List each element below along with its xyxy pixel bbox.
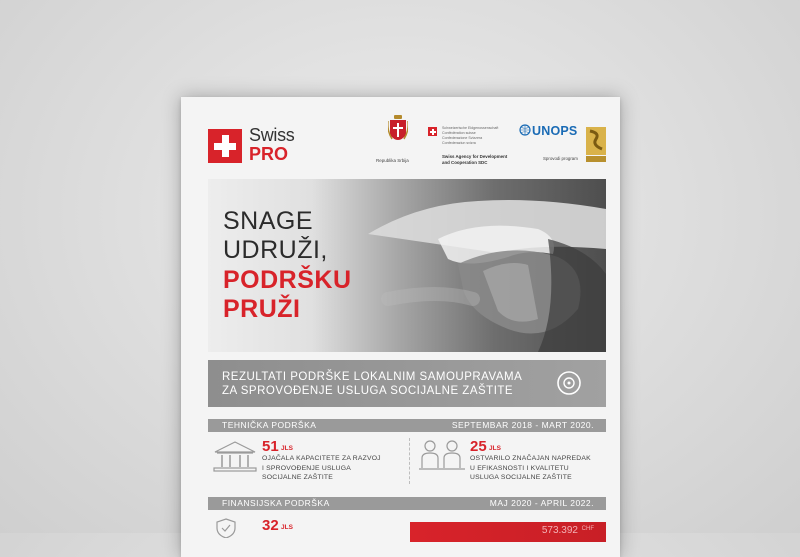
financial-amount-bar	[410, 522, 606, 542]
slogan-line-4: PRUŽI	[223, 295, 301, 323]
results-title	[222, 370, 522, 398]
results-line-1: REZULTATI PODRŠKE LOKALNIM SAMOUPRAVAMA	[222, 371, 523, 383]
stat-unit: JLS	[489, 445, 501, 452]
sdc-line: Confederazione Svizzera	[442, 136, 483, 140]
stat-unit: JLS	[281, 524, 293, 531]
stat-desc-line: OJAČALA KAPACITETE ZA RAZVOJ	[262, 455, 381, 462]
section-date: SEPTEMBAR 2018 - MART 2020.	[451, 420, 594, 430]
financial-amount-unit: CHF	[581, 526, 594, 532]
slogan-line-3: PODRŠKU	[223, 266, 352, 294]
section-title: TEHNIČKA PODRŠKA	[222, 420, 317, 430]
brand-swiss-text: Swiss	[249, 125, 295, 145]
serbia-coat-of-arms-icon	[388, 115, 408, 149]
results-line-2: ZA SPROVOĐENJE USLUGA SOCIJALNE ZAŠTITE	[222, 385, 514, 397]
sdc-name-line1: Swiss Agency for Development	[442, 154, 508, 159]
people-icon	[417, 438, 467, 474]
slogan-line-2: UDRUŽI,	[223, 236, 328, 264]
stat-desc-line: U EFIKASNOSTI I KVALITETU	[470, 464, 569, 472]
sdc-name-line2: and Cooperation SDC	[442, 159, 488, 165]
section-financial-support	[208, 497, 606, 510]
stat-desc-line: OSTVARILO ZNAČAJAN NAPREDAK	[470, 455, 591, 462]
shield-icon	[215, 518, 237, 538]
section-technical-support	[208, 419, 606, 432]
target-disc-icon	[556, 370, 582, 396]
section-title: FINANSIJSKA PODRŠKA	[222, 498, 330, 508]
swiss-cross-logo-icon	[208, 129, 242, 163]
stat-number: 51	[262, 438, 279, 455]
results-banner	[208, 360, 606, 407]
slogan-line-1: SNAGE	[223, 207, 314, 235]
skgo-logo-icon	[586, 127, 606, 163]
stat-description	[262, 454, 381, 483]
stat-description	[470, 454, 591, 483]
section-date: MAJ 2020 - APRIL 2022.	[489, 498, 594, 508]
building-icon	[211, 440, 259, 474]
stat-desc-line: USLUGA SOCIJALNE ZAŠTITE	[470, 474, 572, 482]
sdc-language-lines	[442, 126, 498, 146]
stat-desc-line: SOCIJALNE ZAŠTITE	[262, 474, 334, 482]
unops-logo-text: UNOPS	[532, 124, 578, 138]
stat-divider	[409, 438, 410, 484]
hero-image	[208, 179, 606, 352]
implementer-caption: Sprovodi program	[543, 156, 578, 161]
sdc-line: Schweizerische Eidgenossenschaft	[442, 126, 499, 130]
stat-desc-line: I SPROVOĐENJE USLUGA	[262, 464, 351, 472]
brochure-page	[181, 97, 620, 557]
sdc-name	[442, 154, 507, 165]
sdc-line: Confederaziun svizra	[442, 141, 476, 145]
brand-pro-text: PRO	[249, 144, 289, 164]
financial-amount-value: 573.392	[541, 525, 578, 536]
un-emblem-icon	[519, 124, 531, 136]
sdc-line: Confédération suisse	[442, 131, 476, 135]
stat-number: 25	[470, 438, 487, 455]
swiss-flag-icon	[428, 127, 437, 136]
serbia-caption: Republika Srbija	[376, 158, 409, 163]
stat-unit: JLS	[281, 445, 293, 452]
stat-number: 32	[262, 517, 279, 534]
